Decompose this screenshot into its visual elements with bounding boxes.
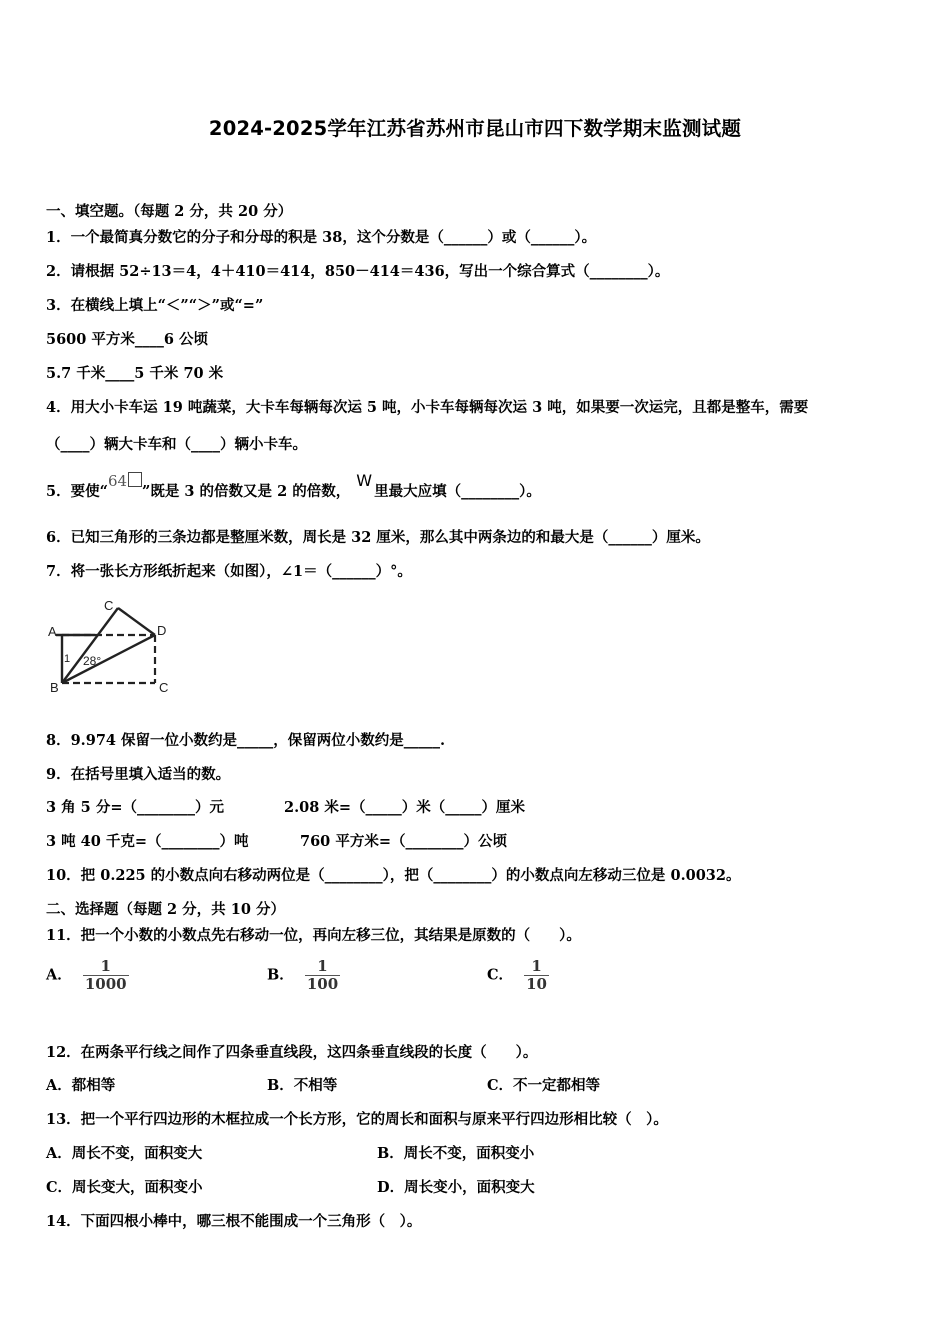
- fraction-numerator: 1: [317, 957, 328, 975]
- question-12-option-c: C．不一定都相等: [487, 1077, 601, 1094]
- question-13: 13．把一个平行四边形的木框拉成一个长方形，它的周长和面积与原来平行四边形相比较（ ）。: [46, 1111, 668, 1128]
- question-7: 7．将一张长方形纸折起来（如图），∠1＝（______）°。: [46, 563, 412, 580]
- question-4-line-2: （____）辆大卡车和（____）辆小卡车。: [46, 436, 307, 453]
- fraction-denominator: 100: [306, 975, 339, 993]
- fraction-denominator: 10: [526, 975, 547, 993]
- figure-label-d: D: [157, 623, 167, 638]
- question-6: 6．已知三角形的三条边都是整厘米数，周长是 32 厘米，那么其中两条边的和最大是（______）厘米。: [46, 529, 710, 546]
- page-title: 2024-2025学年江苏省苏州市昆山市四下数学期末监测试题: [208, 117, 742, 140]
- section-fill-blank-heading: 一、填空题。（每题 2 分，共 20 分）: [46, 203, 293, 220]
- question-3-item-a: 5600 平方米____6 公顷: [46, 331, 209, 348]
- question-13-option-b: B．周长不变，面积变小: [377, 1145, 535, 1162]
- question-14: 14．下面四根小棒中，哪三根不能围成一个三角形（ ）。: [46, 1213, 422, 1230]
- question-12-option-a: A．都相等: [46, 1077, 116, 1094]
- folded-rectangle-figure: [40, 598, 180, 698]
- fraction-denominator: 1000: [84, 975, 127, 993]
- fraction-one-thousandth: [83, 958, 129, 993]
- question-9-item-2: 2.08 米=（_____）米（_____）厘米: [284, 799, 526, 816]
- fold-line-bc: [62, 608, 118, 683]
- question-11-option-a: [46, 958, 129, 993]
- question-13-option-d: D．周长变小，面积变大: [377, 1179, 535, 1196]
- option-label: C．: [487, 966, 514, 984]
- fold-line-cd: [118, 608, 155, 635]
- question-9-item-3: 3 吨 40 千克=（________）吨: [46, 833, 249, 850]
- question-13-option-c: C．周长变大，面积变小: [46, 1179, 203, 1196]
- question-3: 3．在横线上填上“＜”“＞”或“=”: [46, 297, 264, 314]
- figure-label-c-top: C: [104, 598, 114, 613]
- question-5-w-glyph: W: [356, 471, 373, 490]
- fraction-numerator: 1: [100, 957, 111, 975]
- option-label: B．: [267, 966, 294, 984]
- question-12: 12．在两条平行线之间作了四条垂直线段，这四条垂直线段的长度（ ）。: [46, 1044, 538, 1061]
- figure-label-c-bottom: C: [159, 680, 169, 695]
- figure-label-b: B: [50, 680, 59, 695]
- question-12-option-b: B．不相等: [267, 1077, 338, 1094]
- question-5-prefix: 5．要使“: [46, 483, 108, 500]
- question-13-option-a: A．周长不变，面积变大: [46, 1145, 203, 1162]
- question-5-suffix: 里最大应填（________）。: [374, 483, 541, 500]
- question-8: 8．9.974 保留一位小数约是_____，保留两位小数约是_____.: [46, 732, 446, 749]
- section-choice-heading: 二、选择题（每题 2 分，共 10 分）: [46, 901, 285, 918]
- fraction-one-hundredth: [305, 958, 340, 993]
- question-5: [46, 471, 541, 502]
- question-9-item-4: 760 平方米=（________）公顷: [300, 833, 507, 850]
- fraction-one-tenth: [524, 958, 549, 993]
- question-10: 10．把 0.225 的小数点向右移动两位是（________），把（________）的小数点向左移动三位是 0.0032。: [46, 867, 741, 884]
- question-5-number: 64: [107, 472, 128, 490]
- figure-label-angle-1: 1: [64, 653, 71, 665]
- question-11-option-c: [487, 958, 549, 993]
- question-4-line-1: 4．用大小卡车运 19 吨蔬菜，大卡车每辆每次运 5 吨，小卡车每辆每次运 3 吨，如果要一次运完，且都是整车，需要: [46, 399, 809, 416]
- question-9: 9．在括号里填入适当的数。: [46, 766, 231, 783]
- question-3-item-b: 5.7 千米____5 千米 70 米: [46, 365, 224, 382]
- fold-diagonal-bd: [62, 635, 155, 683]
- question-9-item-1: 3 角 5 分=（________）元: [46, 799, 224, 816]
- question-11-option-b: [267, 958, 340, 993]
- option-label: A．: [46, 966, 72, 984]
- blank-box-icon: [128, 472, 142, 487]
- question-11: 11．把一个小数的小数点先右移动一位，再向左移三位，其结果是原数的（ ）。: [46, 927, 581, 944]
- question-5-number-box: [108, 472, 142, 490]
- fraction-numerator: 1: [531, 957, 542, 975]
- question-2: 2．请根据 52÷13＝4，4＋410＝414，850－414＝436，写出一个综合算式（________）。: [46, 263, 670, 280]
- figure-label-a: A: [48, 624, 57, 639]
- question-1: 1．一个最简真分数它的分子和分母的积是 38，这个分数是（______）或（______）。: [46, 229, 597, 246]
- question-5-middle: ”既是 3 的倍数又是 2 的倍数，: [142, 483, 351, 500]
- figure-label-angle-28: 28°: [83, 654, 102, 668]
